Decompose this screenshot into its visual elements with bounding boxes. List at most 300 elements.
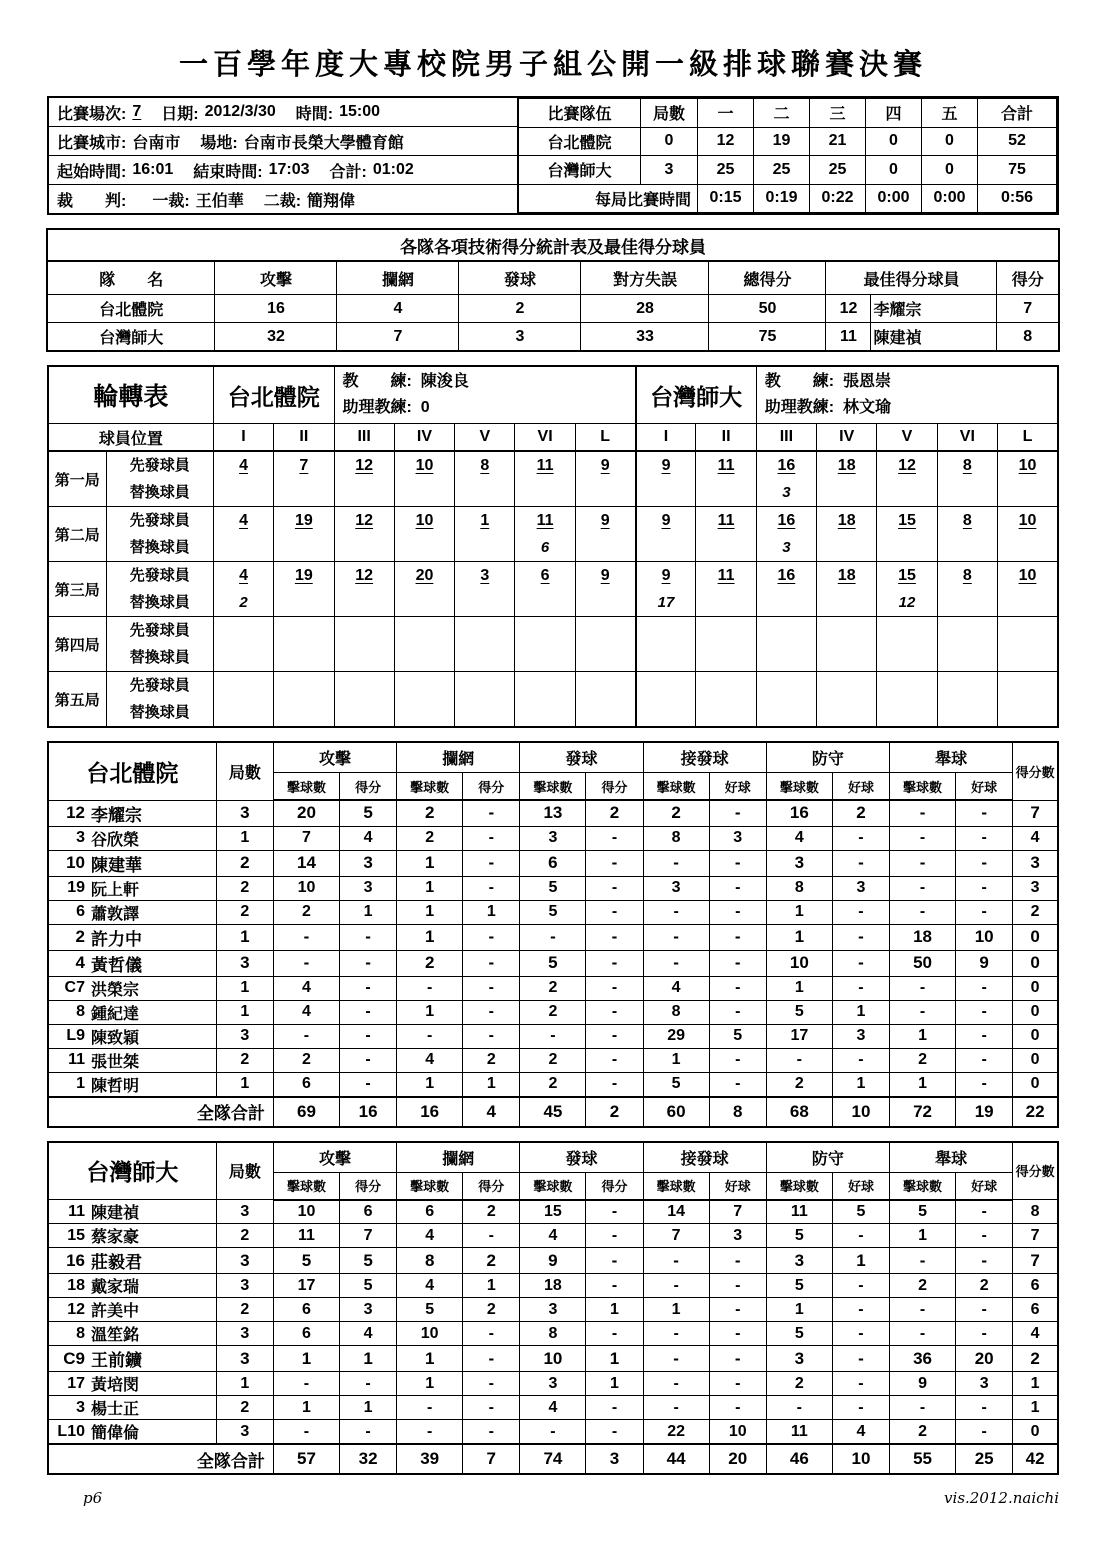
substitute-number <box>576 589 635 616</box>
rotation-cell <box>997 507 1058 562</box>
stat-value-cell: - <box>340 1072 397 1097</box>
stat-value-cell: - <box>832 1298 889 1322</box>
rotation-cell <box>213 672 273 728</box>
player-row <box>48 924 1058 950</box>
team-total-value: 4 <box>463 1097 520 1127</box>
stat-value-cell: 3 <box>766 1248 832 1274</box>
starter-number: 9 <box>661 457 671 474</box>
substitute-number <box>696 479 755 506</box>
stat-value-cell: 1 <box>340 1396 397 1420</box>
starter-number: 15 <box>898 512 916 529</box>
stat-value-cell: - <box>956 800 1013 826</box>
info-label: 裁 判: <box>57 192 127 210</box>
stat-value-cell: - <box>586 1200 643 1224</box>
attempts-subheader: 擊球數 <box>766 773 832 801</box>
stat-value-cell: 4 <box>273 1000 339 1024</box>
tech-row <box>47 295 1059 323</box>
team-total-label: 全隊合計 <box>48 1097 273 1127</box>
starter-number <box>576 617 635 644</box>
position-label: III <box>756 424 816 452</box>
position-label: VI <box>515 424 575 452</box>
info-label: 時間: <box>295 105 334 123</box>
attempts-subheader: 擊球數 <box>643 1172 709 1200</box>
position-label: III <box>334 424 394 452</box>
stat-value-cell: - <box>832 1274 889 1298</box>
stat-value-cell: 4 <box>1013 826 1058 850</box>
stat-value-cell: 2 <box>766 1372 832 1396</box>
stat-value-cell: - <box>586 1248 643 1274</box>
rotation-cell <box>334 617 394 672</box>
set-scores-table <box>518 98 1057 213</box>
substitute-number <box>817 479 876 506</box>
stat-value-cell: 6 <box>273 1322 339 1346</box>
rotation-cell <box>455 507 515 562</box>
stat-value-cell: - <box>890 1322 956 1346</box>
substitute-number <box>274 534 333 561</box>
stat-value-cell: 5 <box>766 1274 832 1298</box>
attempts-subheader: 擊球數 <box>397 773 463 801</box>
stat-value-cell: 18 <box>520 1274 586 1298</box>
stat-value-cell: 2 <box>766 1072 832 1097</box>
stat-value-cell: - <box>463 876 520 900</box>
opponent-errors-cell: 28 <box>581 295 709 323</box>
stat-value-cell: 1 <box>397 1072 463 1097</box>
stat-value-cell: - <box>890 976 956 1000</box>
rotation-cell <box>334 451 394 507</box>
stat-value-cell: - <box>463 976 520 1000</box>
stat-value-cell: 10 <box>273 876 339 900</box>
set-label: 第二局 <box>48 507 106 562</box>
player-name: 陳哲明 <box>91 1077 140 1095</box>
player-row <box>48 1224 1058 1248</box>
player-name-wrap <box>49 1396 216 1419</box>
player-name: 蕭敦譯 <box>91 905 140 923</box>
tech-header-cell: 對方失誤 <box>581 261 709 295</box>
starter-number: 3 <box>480 567 490 584</box>
stat-value-cell: - <box>586 850 643 876</box>
starter-label: 先發球員 <box>129 512 190 529</box>
result-subheader: 得分 <box>340 1172 397 1200</box>
player-name-wrap <box>49 1073 216 1096</box>
stats-header-row <box>48 742 1058 773</box>
stat-value-cell: 1 <box>397 900 463 924</box>
stat-value-cell: - <box>709 1000 766 1024</box>
substitute-number: 2 <box>239 594 248 611</box>
tech-header-cell: 最佳得分球員 <box>826 261 997 295</box>
rotation-cell <box>817 617 877 672</box>
stat-value-cell: - <box>586 1024 643 1048</box>
substitute-number <box>274 699 333 726</box>
starter-number <box>696 617 755 644</box>
starter-number: 9 <box>661 567 671 584</box>
stat-value-cell: 0 <box>1013 1024 1058 1048</box>
substitute-number <box>576 479 635 506</box>
starter-number: 10 <box>415 457 434 474</box>
starter-number <box>335 672 394 699</box>
stat-value-cell: 0 <box>1013 1000 1058 1024</box>
stat-value-cell: - <box>643 924 709 950</box>
total-score-cell: 52 <box>978 127 1057 156</box>
substitute-number <box>455 534 514 561</box>
attempts-subheader: 擊球數 <box>643 773 709 801</box>
player-name-wrap <box>49 801 216 826</box>
rotation-cell <box>937 562 997 617</box>
player-name: 許美中 <box>91 1303 140 1320</box>
substitute-number <box>395 479 454 506</box>
info-value: 2012/3/30 <box>204 103 276 120</box>
coach-name: 陳浚良 <box>420 373 469 390</box>
match-info-box <box>47 96 1059 215</box>
player-row <box>48 800 1058 826</box>
starter-number <box>637 672 696 699</box>
assistant-coach-line <box>765 395 1057 421</box>
info-value: 16:01 <box>132 161 174 178</box>
stat-value-cell: - <box>709 1372 766 1396</box>
stat-value-cell: 11 <box>766 1200 832 1224</box>
team-total-value: 32 <box>340 1444 397 1474</box>
attempts-subheader: 擊球數 <box>890 773 956 801</box>
position-label: V <box>455 424 515 452</box>
stat-value-cell: 2 <box>520 1072 586 1097</box>
score-header-cell: 合計 <box>978 99 1057 128</box>
stat-value-cell: 8 <box>520 1322 586 1346</box>
stat-value-cell: 3 <box>766 850 832 876</box>
tech-header-cell: 攔網 <box>337 261 459 295</box>
stat-value-cell: 1 <box>463 1274 520 1298</box>
player-number: 10 <box>66 853 85 872</box>
player-name-cell <box>48 1298 216 1322</box>
result-subheader: 好球 <box>956 773 1013 801</box>
stat-value-cell: 1 <box>586 1298 643 1322</box>
team-total-row <box>48 1444 1058 1474</box>
player-name-cell <box>48 1000 216 1024</box>
rotation-cell <box>213 451 273 507</box>
stat-value-cell: 1 <box>397 1000 463 1024</box>
substitute-number <box>274 644 333 671</box>
player-row <box>48 826 1058 850</box>
stat-value-cell: - <box>832 950 889 976</box>
team-total-label: 全隊合計 <box>48 1444 273 1474</box>
stat-group-header: 舉球 <box>890 742 1013 773</box>
stat-value-cell: 1 <box>586 1372 643 1396</box>
player-row <box>48 1372 1058 1396</box>
player-name-cell <box>48 850 216 876</box>
score-row <box>519 127 1057 156</box>
stat-value-cell: - <box>586 950 643 976</box>
stat-value-cell: 10 <box>956 924 1013 950</box>
player-name-wrap <box>49 1322 216 1345</box>
player-name: 谷欣榮 <box>91 831 140 849</box>
stat-value-cell: - <box>586 1322 643 1346</box>
info-label: 合計: <box>329 163 367 181</box>
player-name-cell <box>48 1248 216 1274</box>
block-points-cell: 7 <box>337 323 459 352</box>
substitute-number <box>998 479 1057 506</box>
stat-value-cell: 3 <box>340 1298 397 1322</box>
page-number: p6 <box>83 1489 103 1507</box>
stat-value-cell: - <box>643 950 709 976</box>
stat-value-cell: 7 <box>643 1224 709 1248</box>
player-name-cell <box>48 1072 216 1097</box>
stat-value-cell: 1 <box>216 826 273 850</box>
substitute-number <box>757 589 816 616</box>
stat-value-cell: - <box>709 850 766 876</box>
role-labels <box>106 672 213 728</box>
stat-value-cell: 1 <box>273 1396 339 1420</box>
score-header-cell: 比賽隊伍 <box>519 99 641 128</box>
stat-value-cell: 11 <box>273 1224 339 1248</box>
rotation-cell <box>274 507 334 562</box>
substitute-number <box>395 644 454 671</box>
team-total-value: 22 <box>1013 1097 1058 1127</box>
stat-value-cell: 2 <box>216 1224 273 1248</box>
team-total-value: 10 <box>832 1097 889 1127</box>
attempts-subheader: 擊球數 <box>273 1172 339 1200</box>
stat-value-cell: - <box>956 1072 1013 1097</box>
stat-value-cell: - <box>340 976 397 1000</box>
stat-value-cell: 5 <box>709 1024 766 1048</box>
attempts-subheader: 擊球數 <box>520 1172 586 1200</box>
coach-cell <box>334 366 636 424</box>
position-header-row <box>48 424 1058 452</box>
player-name-wrap <box>49 1001 216 1024</box>
starter-number: 11 <box>536 457 554 474</box>
stat-value-cell: 2 <box>586 800 643 826</box>
player-name-cell <box>48 976 216 1000</box>
set-score-cell: 19 <box>754 127 810 156</box>
player-name-wrap <box>49 951 216 976</box>
set-time-cell: 0:15 <box>698 184 754 213</box>
tech-header-row <box>47 261 1059 295</box>
rotation-cell <box>636 451 696 507</box>
stat-value-cell: - <box>643 1346 709 1372</box>
stat-value-cell: 6 <box>340 1200 397 1224</box>
stat-value-cell: 0 <box>1013 976 1058 1000</box>
score-header-cell: 三 <box>810 99 866 128</box>
team-total-value: 20 <box>709 1444 766 1474</box>
starter-number <box>938 617 997 644</box>
stat-value-cell: 5 <box>340 1248 397 1274</box>
stat-group-header: 攔網 <box>397 1142 520 1173</box>
result-subheader: 得分 <box>463 773 520 801</box>
starter-number <box>395 672 454 699</box>
player-name-wrap <box>49 1372 216 1395</box>
team-total-value: 60 <box>643 1097 709 1127</box>
rotation-team-name: 台灣師大 <box>636 366 757 424</box>
info-value: 17:03 <box>268 161 310 178</box>
player-row <box>48 1346 1058 1372</box>
rotation-team-name: 台北體院 <box>213 366 334 424</box>
player-name-cell <box>48 1372 216 1396</box>
player-name-cell <box>48 924 216 950</box>
player-row <box>48 1072 1058 1097</box>
team-total-value: 68 <box>766 1097 832 1127</box>
substitute-number <box>696 699 755 726</box>
player-name: 楊士正 <box>91 1401 140 1418</box>
stat-group-header: 防守 <box>766 742 889 773</box>
tech-header-cell: 隊 名 <box>47 261 215 295</box>
stat-value-cell: 4 <box>1013 1322 1058 1346</box>
best-scorer-name: 陳建禎 <box>871 323 997 352</box>
rotation-cell <box>937 507 997 562</box>
block-points-cell: 4 <box>337 295 459 323</box>
team-total-value: 16 <box>340 1097 397 1127</box>
stat-value-cell: 1 <box>216 976 273 1000</box>
stat-group-header: 攻擊 <box>273 1142 396 1173</box>
rotation-cell <box>334 562 394 617</box>
starter-number: 16 <box>777 512 796 529</box>
stat-value-cell: 1 <box>832 1248 889 1274</box>
stat-value-cell: - <box>709 876 766 900</box>
stat-value-cell: 1 <box>890 1072 956 1097</box>
rotation-cell <box>515 507 575 562</box>
stat-value-cell: - <box>956 1200 1013 1224</box>
rotation-cell <box>937 451 997 507</box>
stat-value-cell: 8 <box>643 826 709 850</box>
stat-value-cell: 10 <box>766 950 832 976</box>
player-name-cell <box>48 1346 216 1372</box>
set-times-row <box>519 184 1057 213</box>
player-number: 12 <box>66 803 85 822</box>
rotation-cell <box>213 507 273 562</box>
rotation-cell <box>515 562 575 617</box>
substitute-number <box>817 589 876 616</box>
stat-value-cell: 6 <box>1013 1298 1058 1322</box>
substitute-number <box>998 699 1057 726</box>
player-name: 莊毅君 <box>91 1253 142 1272</box>
player-name-wrap <box>49 1298 216 1321</box>
stat-value-cell: 10 <box>709 1420 766 1445</box>
stat-value-cell: 2 <box>463 1248 520 1274</box>
player-name-cell <box>48 1274 216 1298</box>
player-name-wrap <box>49 827 216 850</box>
rotation-cell <box>274 562 334 617</box>
position-label: I <box>636 424 696 452</box>
substitute-number <box>637 534 696 561</box>
stat-value-cell: - <box>463 1372 520 1396</box>
team-name-cell: 台灣師大 <box>47 323 215 352</box>
stat-value-cell: 5 <box>766 1322 832 1346</box>
stat-value-cell: 10 <box>520 1346 586 1372</box>
team-total-value: 42 <box>1013 1444 1058 1474</box>
info-value: 王伯華 <box>195 192 244 210</box>
player-name: 陳建華 <box>91 855 142 875</box>
starter-number: 11 <box>717 567 735 584</box>
result-subheader: 得分 <box>586 773 643 801</box>
info-value: 7 <box>132 103 142 120</box>
assistant-coach-name: 林文瑜 <box>842 399 891 416</box>
substitute-number <box>395 589 454 616</box>
score-header-row <box>519 99 1057 128</box>
stat-value-cell: 1 <box>832 1000 889 1024</box>
set-score-cell: 25 <box>698 156 754 185</box>
tech-title-row <box>47 229 1059 261</box>
player-number: 8 <box>76 1324 85 1342</box>
stat-value-cell: - <box>956 1248 1013 1274</box>
stat-value-cell: 2 <box>890 1420 956 1445</box>
stat-value-cell: 2 <box>397 800 463 826</box>
rotation-cell <box>997 562 1058 617</box>
player-name: 張世桀 <box>91 1053 140 1071</box>
player-name-cell <box>48 1396 216 1420</box>
substitute-number <box>696 534 755 561</box>
starter-number: 10 <box>1018 567 1037 584</box>
match-info-row <box>49 156 517 185</box>
stat-value-cell: 7 <box>340 1224 397 1248</box>
stat-value-cell: - <box>643 1372 709 1396</box>
result-subheader: 好球 <box>709 1172 766 1200</box>
stat-value-cell: 3 <box>216 800 273 826</box>
attack-points-cell: 16 <box>215 295 337 323</box>
team-total-value: 39 <box>397 1444 463 1474</box>
stat-value-cell: 3 <box>520 1372 586 1396</box>
player-number: 3 <box>76 1398 85 1416</box>
substitute-number <box>877 644 936 671</box>
starter-number: 9 <box>600 567 610 584</box>
stat-value-cell: 3 <box>216 950 273 976</box>
rotation-cell <box>334 507 394 562</box>
tech-row <box>47 323 1059 352</box>
substitute-number: 6 <box>540 539 550 556</box>
substitute-number <box>998 534 1057 561</box>
substitute-number: 3 <box>782 539 791 556</box>
player-number: L10 <box>57 1422 85 1440</box>
substitute-number <box>938 644 997 671</box>
assistant-coach-label: 助理教練: <box>764 399 843 416</box>
stat-value-cell: 14 <box>643 1200 709 1224</box>
rotation-cell <box>575 562 635 617</box>
stat-group-header: 接發球 <box>643 1142 766 1173</box>
position-label: I <box>213 424 273 452</box>
stat-value-cell: 5 <box>340 800 397 826</box>
player-row <box>48 1048 1058 1072</box>
stat-value-cell: - <box>709 924 766 950</box>
stat-value-cell: 3 <box>832 876 889 900</box>
rotation-table <box>47 365 1059 728</box>
starter-number: 4 <box>239 512 248 529</box>
rotation-cell <box>756 617 816 672</box>
stat-value-cell: - <box>890 826 956 850</box>
position-header: 球員位置 <box>48 424 213 452</box>
stat-value-cell: 2 <box>216 1048 273 1072</box>
stat-value-cell: 3 <box>216 1274 273 1298</box>
player-stats-table <box>47 741 1059 1128</box>
set-time-cell: 0:19 <box>754 184 810 213</box>
starter-number <box>998 672 1057 699</box>
set-score-cell: 0 <box>922 127 978 156</box>
rotation-set-row <box>48 672 1058 728</box>
stat-value-cell: 2 <box>890 1048 956 1072</box>
player-name-wrap <box>49 977 216 1000</box>
set-label: 第三局 <box>48 562 106 617</box>
starter-label: 先發球員 <box>129 567 190 584</box>
player-name-cell <box>48 1224 216 1248</box>
best-scorer-points: 8 <box>997 323 1059 352</box>
stat-value-cell: 2 <box>1013 1346 1058 1372</box>
stat-value-cell: 2 <box>463 1200 520 1224</box>
tech-header-cell: 攻擊 <box>215 261 337 295</box>
total-points-cell: 75 <box>709 323 826 352</box>
stat-value-cell: 1 <box>273 1346 339 1372</box>
result-subheader: 好球 <box>832 773 889 801</box>
stat-value-cell: - <box>463 950 520 976</box>
stat-value-cell: 0 <box>1013 1072 1058 1097</box>
player-name: 戴家瑞 <box>91 1279 140 1296</box>
stat-value-cell: - <box>340 950 397 976</box>
stat-value-cell: 14 <box>273 850 339 876</box>
team-name-cell: 台灣師大 <box>519 156 641 185</box>
info-value: 15:00 <box>339 103 381 120</box>
